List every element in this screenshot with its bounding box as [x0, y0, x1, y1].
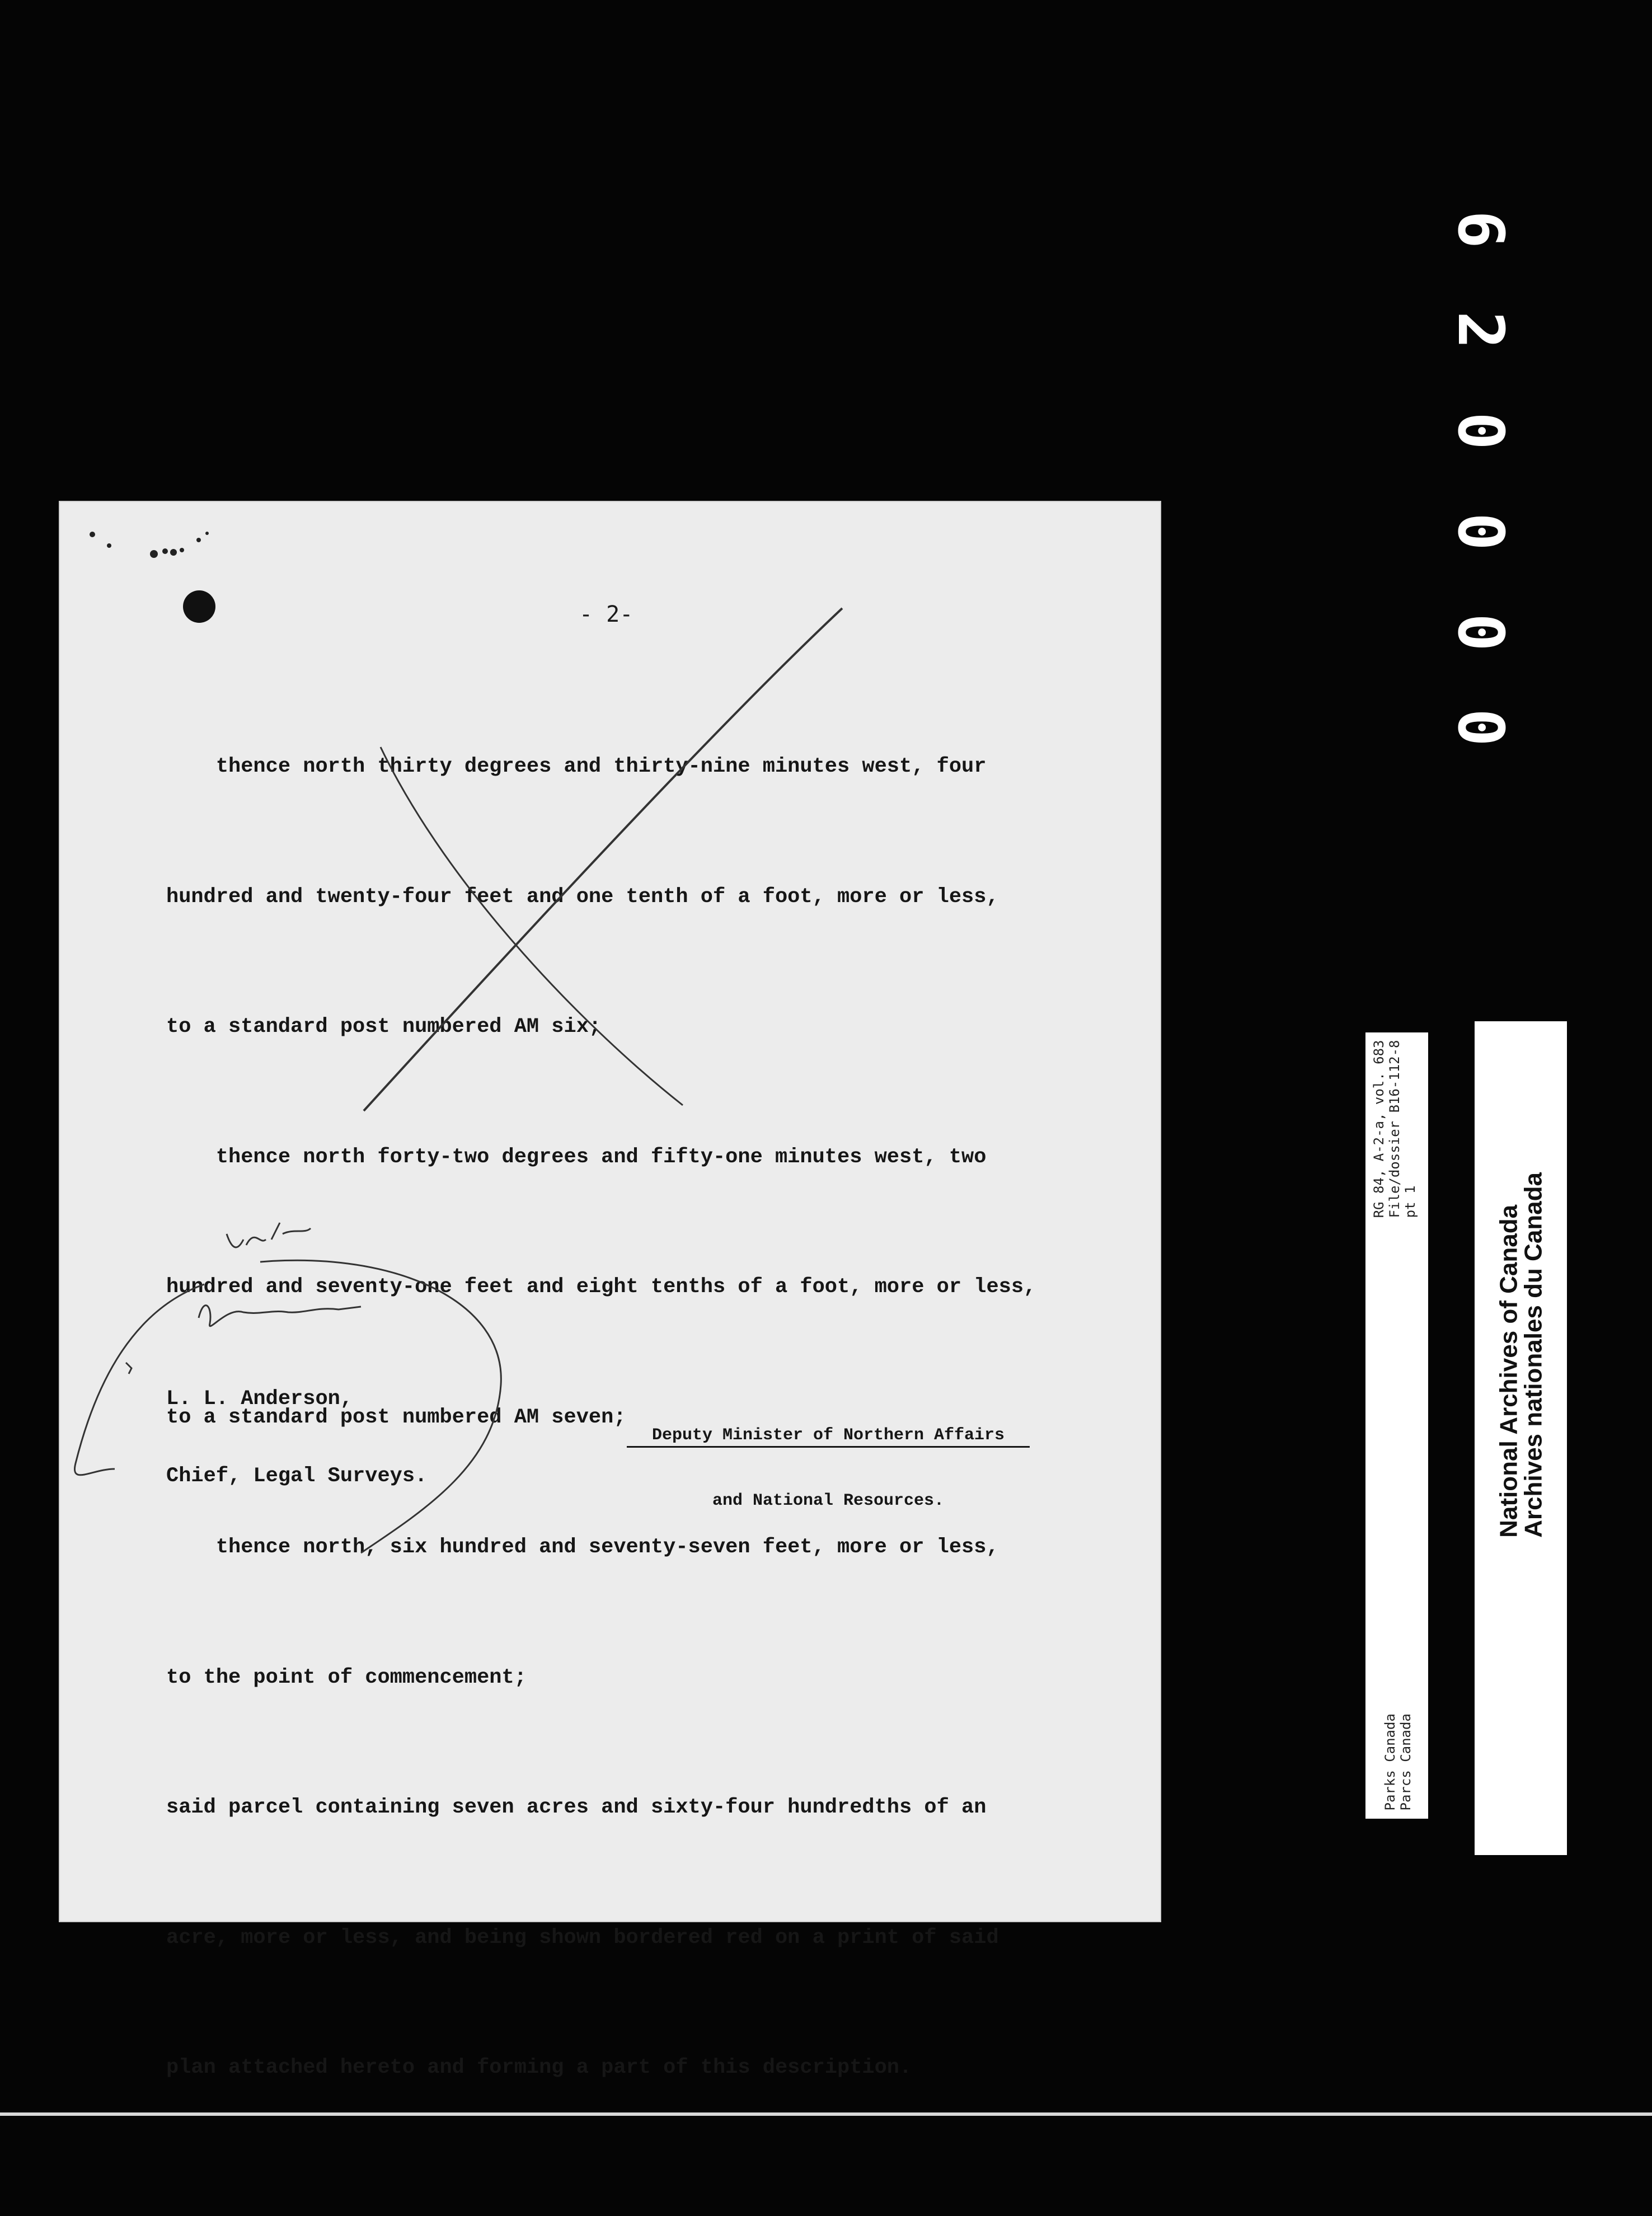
deputy-title-line: Deputy Minister of Northern Affairs: [627, 1425, 1030, 1448]
reference-line: RG 84, A-2-a, vol. 683: [1371, 1040, 1387, 1218]
document-page: [59, 501, 1161, 2079]
body-line: hundred and twenty-four feet and one tenth of a foot, more or less,: [166, 885, 999, 909]
department-line: and National Resources.: [712, 1491, 945, 1510]
frame-digit: 0: [1444, 613, 1517, 651]
body-line: to a standard post numbered AM seven;: [166, 1405, 626, 1429]
archive-name: [1497, 1172, 1546, 1538]
reference-line: Parcs Canada: [1398, 1713, 1414, 1811]
specks-decoration: [87, 512, 243, 568]
signatory-title: Chief, Legal Surveys.: [166, 1464, 428, 1488]
body-line: thence north thirty degrees and thirty-nine minutes west, four: [166, 755, 987, 778]
page-number: - 2-: [579, 602, 633, 627]
national-archives-label: [1475, 1021, 1567, 1855]
archive-name-fr: Archives nationales du Canada: [1519, 1172, 1547, 1538]
frame-digit: 2: [1444, 311, 1517, 349]
reference-bottom: [1382, 1713, 1414, 1810]
signatory-name: L. L. Anderson,: [166, 1387, 353, 1411]
reference-line: File/dossier B16-112-8: [1387, 1040, 1402, 1218]
deputy-minister-block: [627, 1382, 1030, 1554]
archive-name-en: National Archives of Canada: [1495, 1204, 1523, 1538]
body-line: to a standard post numbered AM six;: [166, 1015, 602, 1039]
body-line: thence north, six hundred and seventy-seven feet, more or less,: [166, 1536, 999, 1559]
reference-top: [1371, 1040, 1418, 1218]
film-edge-line: [0, 2112, 1652, 2116]
archive-label-text: [1475, 1021, 1567, 1855]
body-line: plan attached hereto and forming a part of this description.: [166, 2056, 912, 2079]
body-line: to the point of commencement;: [166, 1665, 527, 1689]
reference-text: [1365, 1032, 1428, 1819]
body-line: hundred and seventy-one feet and eight tenths of a foot, more or less,: [166, 1275, 1036, 1299]
frame-counter: [1444, 196, 1517, 755]
frame-digit: 6: [1444, 210, 1517, 248]
signature-block: [166, 1335, 427, 1541]
frame-digit: 0: [1444, 412, 1517, 450]
body-line: thence north forty-two degrees and fifty-one minutes west, two: [166, 1145, 987, 1169]
punch-hole: [183, 590, 215, 623]
frame-digit: 0: [1444, 708, 1517, 747]
archive-reference-label: [1365, 1032, 1428, 1819]
reference-line: pt 1: [1402, 1185, 1418, 1218]
body-line: acre, more or less, and being shown bordered red on a print of said: [166, 1926, 999, 1950]
reference-line: Parks Canada: [1382, 1713, 1398, 1811]
frame-digit: 0: [1444, 513, 1517, 551]
body-line: said parcel containing seven acres and sixty-four hundredths of an: [166, 1796, 987, 1819]
